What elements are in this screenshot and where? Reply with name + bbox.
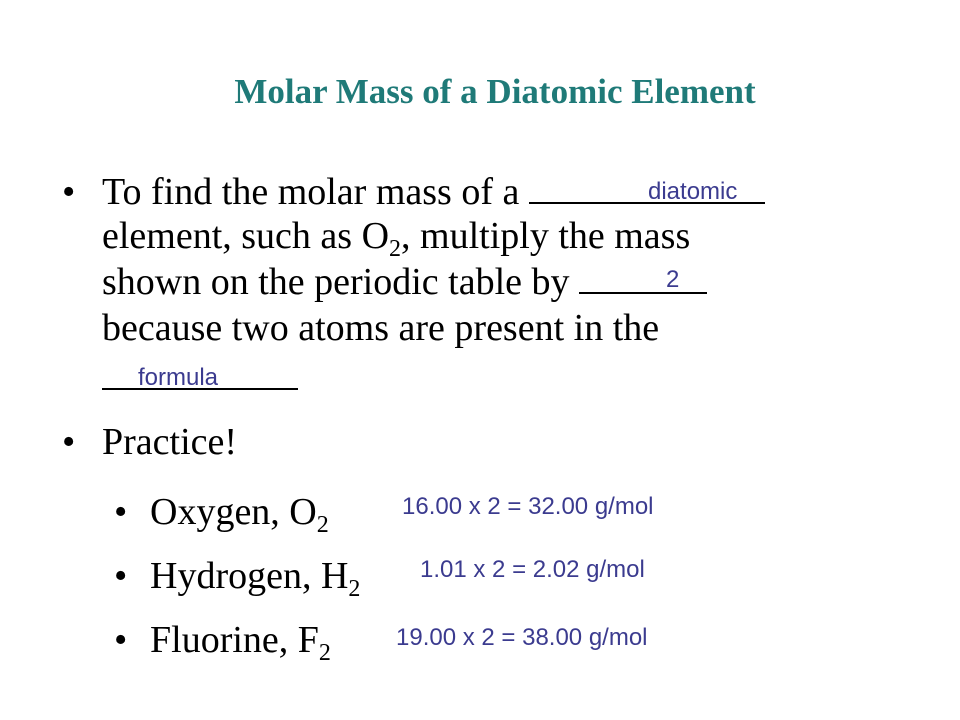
bullet-marker: •: [114, 555, 128, 597]
paragraph-text: To find the molar mass of a: [102, 171, 520, 213]
bullet-marker: •: [62, 171, 76, 213]
answer-formula: formula: [138, 364, 219, 391]
answer-diatomic: diatomic: [648, 178, 738, 205]
bullet-marker: •: [62, 421, 76, 463]
answer-fluorine: 19.00 x 2 = 38.00 g/mol: [396, 624, 648, 651]
item-fluorine: [150, 618, 331, 666]
slide-title: Molar Mass of a Diatomic Element: [234, 72, 756, 111]
paragraph-text: , multiply the mass: [401, 215, 691, 257]
bullet-marker: •: [114, 619, 128, 661]
blank-two: [579, 262, 707, 294]
practice-heading: Practice!: [102, 421, 238, 463]
subscript: 2: [348, 576, 361, 602]
paragraph-line-2: [102, 214, 691, 262]
subscript: 2: [316, 512, 329, 538]
item-oxygen: [150, 490, 329, 538]
item-label: Oxygen, O: [150, 491, 317, 533]
subscript: 2: [318, 640, 331, 666]
item-label: Fluorine, F: [150, 619, 319, 661]
answer-oxygen: 16.00 x 2 = 32.00 g/mol: [402, 493, 654, 520]
item-hydrogen: [150, 554, 361, 602]
subscript: 2: [389, 236, 402, 262]
bullet-marker: •: [114, 491, 128, 533]
answer-two: 2: [666, 266, 680, 293]
paragraph-line-3: [102, 260, 707, 304]
paragraph-line-4: because two atoms are present in the: [102, 307, 660, 349]
answer-hydrogen: 1.01 x 2 = 2.02 g/mol: [420, 556, 645, 583]
paragraph-text: element, such as O: [102, 215, 390, 257]
item-label: Hydrogen, H: [150, 555, 349, 597]
paragraph-text: shown on the periodic table by: [102, 261, 570, 303]
